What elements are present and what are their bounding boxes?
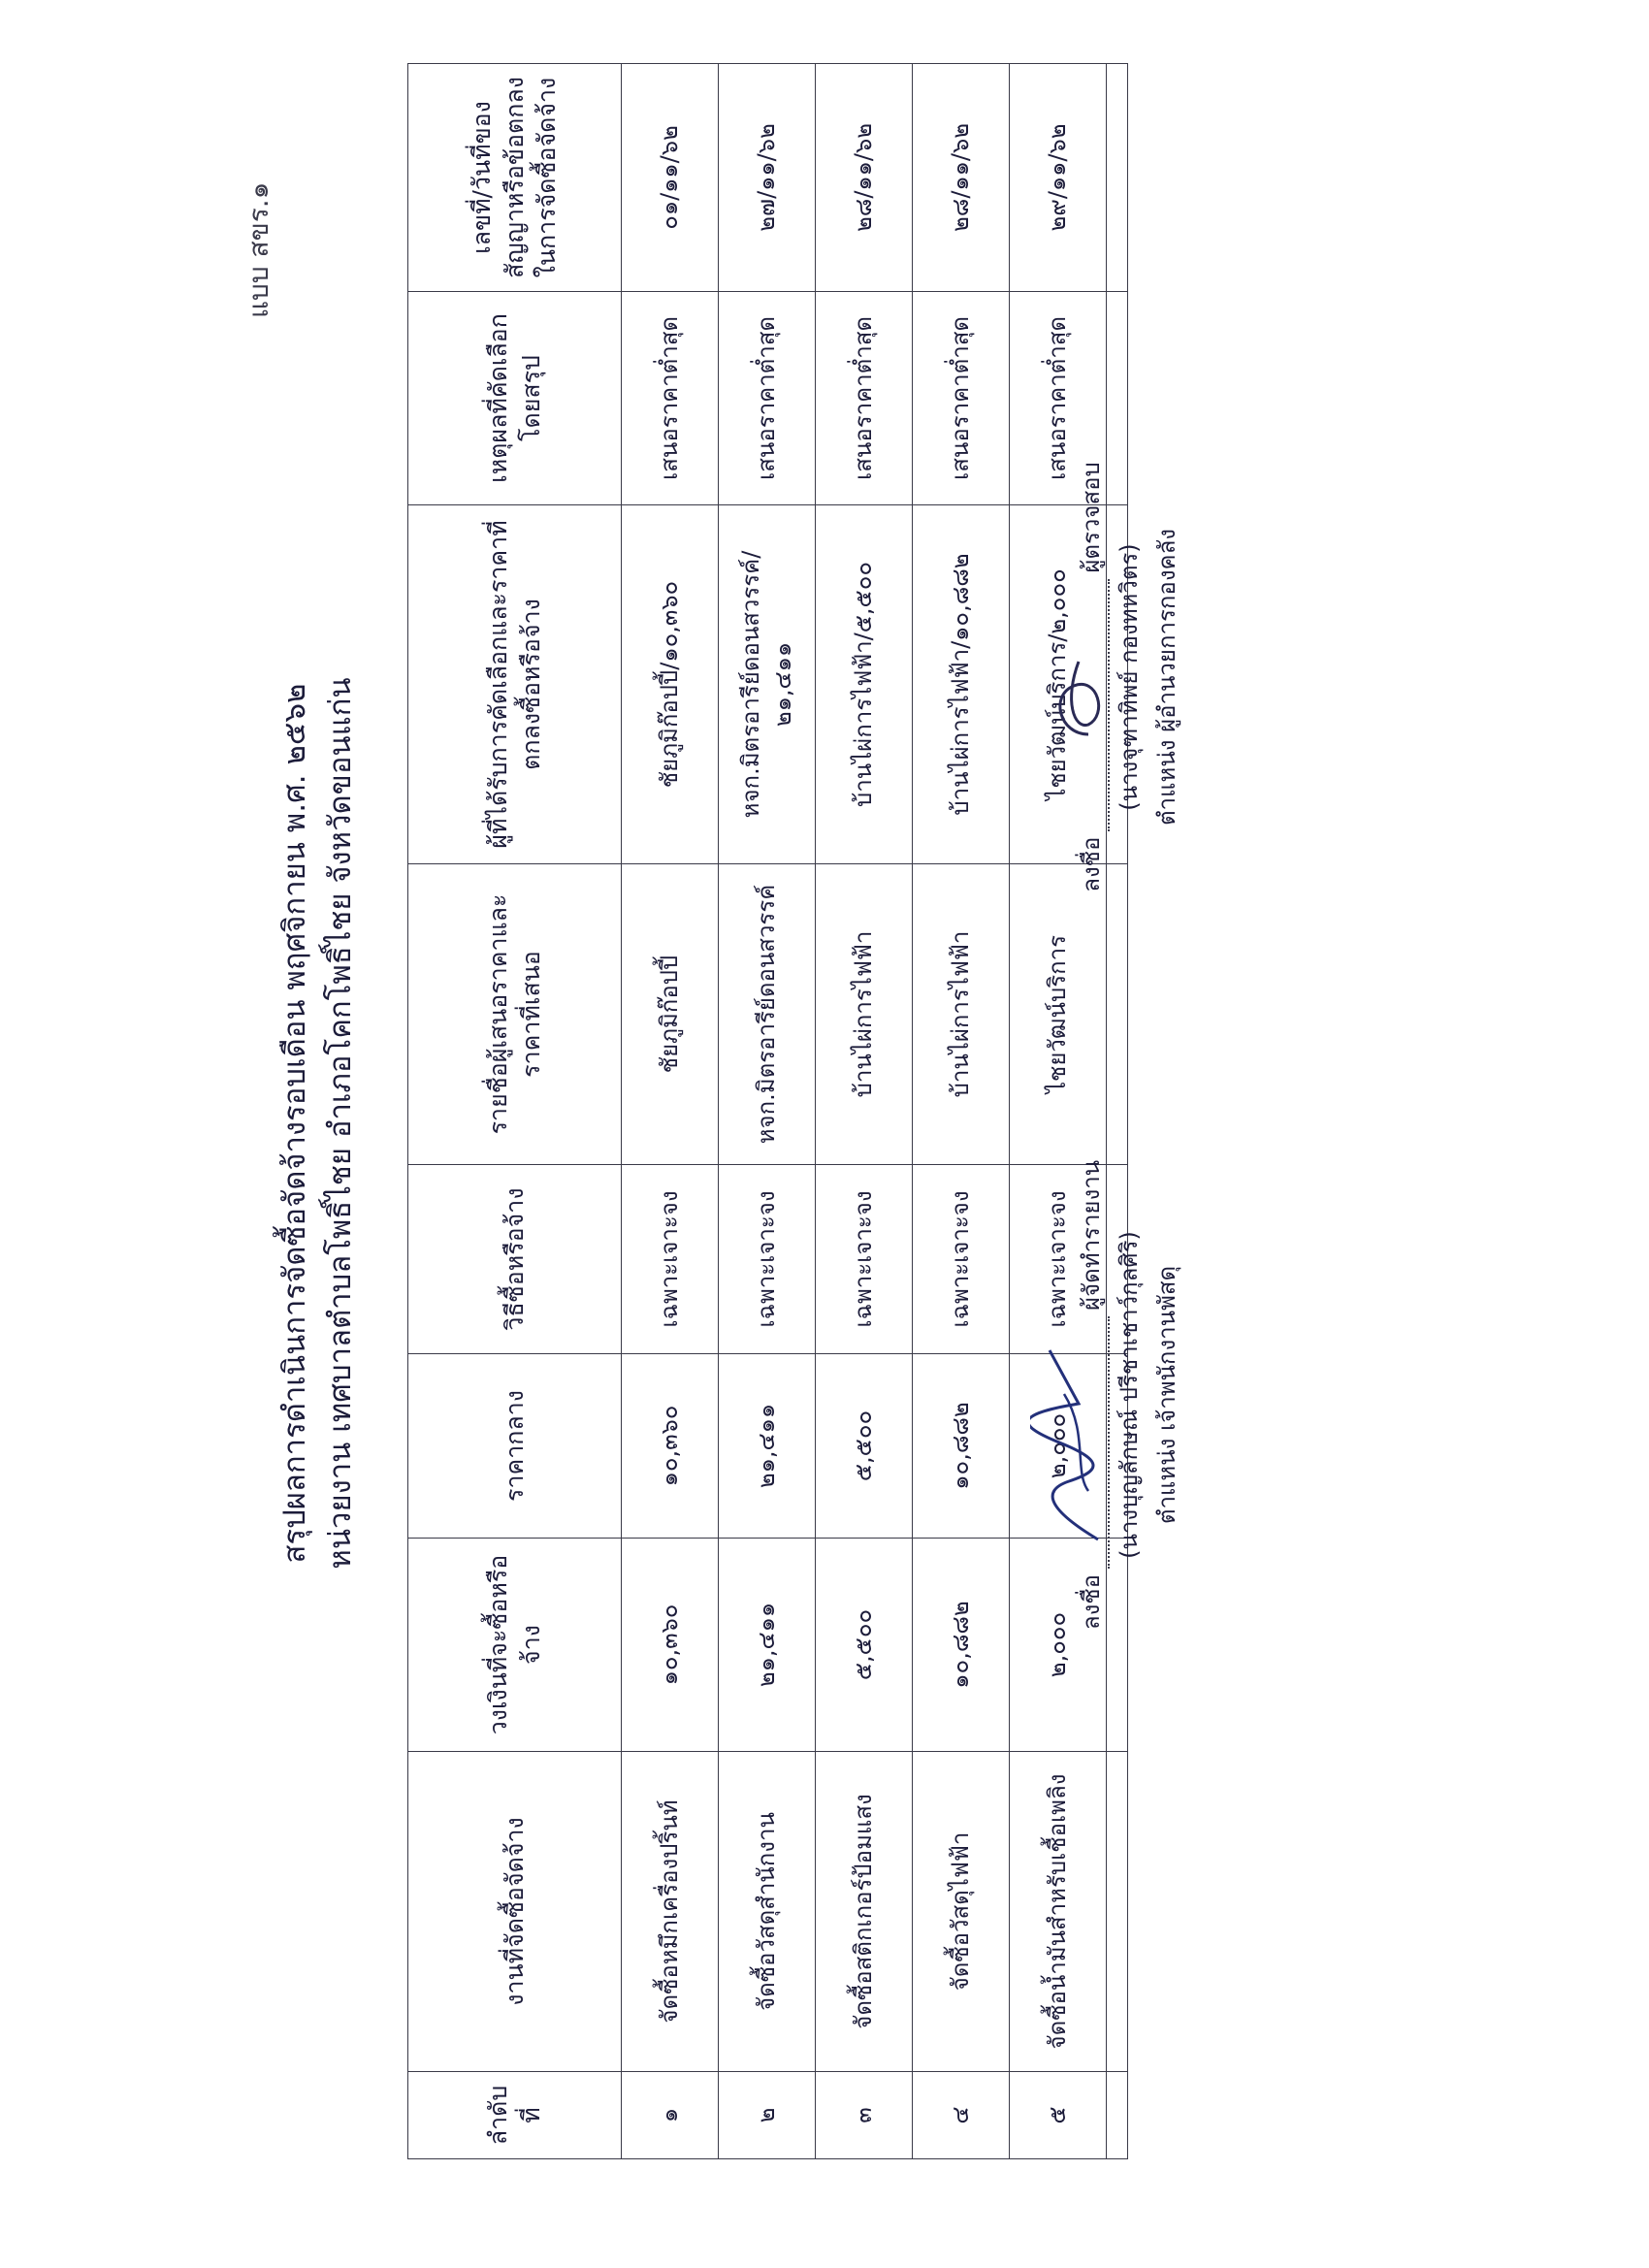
document-subtitle: หน่วยงาน เทศบาลตำบลโพธิ์ไชย อำเภอโคกโพธิ์ไชย จังหวัดขอนแก่น — [323, 677, 358, 1570]
cell-selected: ไชยวัฒน์บริการ/๒,๐๐๐ — [1010, 505, 1107, 864]
cell-no: ๑ — [622, 2072, 719, 2159]
signer-position: ตำแหน่ง เจ้าพนักงานพัสดุ — [1153, 1265, 1180, 1525]
cell-bidders: บ้านไผ่การไฟฟ้า — [913, 864, 1010, 1165]
header-item: งานที่จัดซื้อจัดจ้าง — [408, 1752, 622, 2072]
header-selected: ผู้ที่ได้รับการคัดเลือกและราคาที่ตกลงซื้อหรือจ้าง — [408, 505, 622, 864]
cell-item: จัดซื้อวัสดุสำนักงาน — [719, 1752, 816, 2072]
signer-position: ตำแหน่ง ผู้อำนวยการกองคลัง — [1153, 528, 1180, 826]
table-row — [913, 64, 1010, 2159]
signature-dotted-line — [1083, 1316, 1110, 1569]
header-no: ลำดับที่ — [408, 2072, 622, 2159]
cell-contract: ๒๗/๑๑/๖๒ — [719, 64, 816, 292]
cell-reason: เสนอราคาต่ำสุด — [719, 292, 816, 505]
cell-bidders: บ้านไผ่การไฟฟ้า — [816, 864, 913, 1165]
cell-no: ๔ — [913, 2072, 1010, 2159]
cell-method: เฉพาะเจาะจง — [1010, 1165, 1107, 1354]
cell-budget: ๒๑,๔๑๑ — [719, 1539, 816, 1752]
cell-item: จัดซื้อวัสดุไฟฟ้า — [913, 1752, 1010, 2072]
cell-median-price: ๒,๐๐๐ — [1010, 1354, 1107, 1539]
signer-name: (นางบุญลักษณ์ ปรีชาเชาว์กุลศิริ) — [1116, 1231, 1143, 1559]
document-title: สรุปผลการดำเนินการจัดซื้อจัดจ้างรอบเดือน พฤศจิกายน พ.ศ. ๒๕๖๒ — [277, 683, 312, 1564]
cell-budget: ๑๐,๓๖๐ — [622, 1539, 719, 1752]
signature-block-inspector — [1072, 405, 1185, 949]
cell-method: เฉพาะเจาะจง — [913, 1165, 1010, 1354]
procurement-table — [407, 63, 1128, 2159]
cell-contract: ๒๙/๑๑/๖๒ — [1010, 64, 1107, 292]
cell-no: ๒ — [719, 2072, 816, 2159]
cell-bidders: หจก.มิตรอารีย์ดอนสวรรค์ — [719, 864, 816, 1165]
cell-median-price: ๕,๕๐๐ — [816, 1354, 913, 1539]
header-budget: วงเงินที่จะซื้อหรือจ้าง — [408, 1539, 622, 1752]
cell-item: จัดซื้อน้ำมันสำหรับเชื้อเพลิง — [1010, 1752, 1107, 2072]
handwritten-signature — [1040, 637, 1117, 754]
handwritten-signature — [1030, 1336, 1117, 1549]
signature-label: ลงชื่อ — [1078, 1573, 1105, 1631]
table-header-row — [408, 64, 622, 2159]
signer-name: (นางจุฑาทิพย์ กองทหวิตร) — [1116, 543, 1143, 811]
cell-selected: ชัยภูมิก๊อปปี้/๑๐,๓๖๐ — [622, 505, 719, 864]
cell-budget: ๕,๕๐๐ — [816, 1539, 913, 1752]
cell-contract: ๐๑/๑๑/๖๒ — [622, 64, 719, 292]
form-code: แบบ สขร.๑ — [242, 181, 275, 318]
signature-line — [1072, 405, 1110, 949]
cell-method: เฉพาะเจาะจง — [622, 1165, 719, 1354]
cell-item: จัดซื้อสติกเกอร์ป้อมแสง — [816, 1752, 913, 2072]
header-reason: เหตุผลที่คัดเลือกโดยสรุป — [408, 292, 622, 505]
header-contract: เลขที่/วันที่ของสัญญาหรือข้อตกลงในการจัดซื้อจัดจ้าง — [408, 64, 622, 292]
cell-method: เฉพาะเจาะจง — [816, 1165, 913, 1354]
cell-budget: ๒,๐๐๐ — [1010, 1539, 1107, 1752]
signature-line — [1072, 1104, 1110, 1686]
cell-selected: บ้านไผ่การไฟฟ้า/๕,๕๐๐ — [816, 505, 913, 864]
cell-median-price: ๒๑,๔๑๑ — [719, 1354, 816, 1539]
header-bidders: รายชื่อผู้เสนอราคาและราคาที่เสนอ — [408, 864, 622, 1165]
cell-budget: ๑๐,๘๘๒ — [913, 1539, 1010, 1752]
cell-method: เฉพาะเจาะจง — [719, 1165, 816, 1354]
signature-block-reporter — [1072, 1104, 1185, 1686]
table-row — [816, 64, 913, 2159]
cell-reason: เสนอราคาต่ำสุด — [913, 292, 1010, 505]
cell-reason: เสนอราคาต่ำสุด — [622, 292, 719, 505]
cell-contract: ๒๘/๑๑/๖๒ — [913, 64, 1010, 292]
cell-reason: เสนอราคาต่ำสุด — [1010, 292, 1107, 505]
signature-role: ผู้จัดทำรายงาน — [1078, 1159, 1105, 1311]
cell-no: ๕ — [1010, 2072, 1107, 2159]
cell-bidders: ไชยวัฒน์บริการ — [1010, 864, 1107, 1165]
signature-role: ผู้ตรวจสอบ — [1078, 462, 1105, 573]
cell-no: ๓ — [816, 2072, 913, 2159]
cell-selected: หจก.มิตรอารีย์ดอนสวรรค์/๒๑,๔๑๑ — [719, 505, 816, 864]
cell-median-price: ๑๐,๓๖๐ — [622, 1354, 719, 1539]
header-median-price: ราคากลาง — [408, 1354, 622, 1539]
cell-bidders: ชัยภูมิก๊อปปี้ — [622, 864, 719, 1165]
cell-reason: เสนอราคาต่ำสุด — [816, 292, 913, 505]
signature-dotted-line — [1083, 579, 1110, 831]
table-row — [719, 64, 816, 2159]
header-method: วิธีซื้อหรือจ้าง — [408, 1165, 622, 1354]
cell-item: จัดซื้อหมึกเครื่องปริ้นท์ — [622, 1752, 719, 2072]
cell-selected: บ้านไผ่การไฟฟ้า/๑๐,๘๘๒ — [913, 505, 1010, 864]
cell-median-price: ๑๐,๘๘๒ — [913, 1354, 1010, 1539]
cell-contract: ๒๘/๑๑/๖๒ — [816, 64, 913, 292]
signature-label: ลงชื่อ — [1078, 836, 1105, 892]
table-row — [622, 64, 719, 2159]
